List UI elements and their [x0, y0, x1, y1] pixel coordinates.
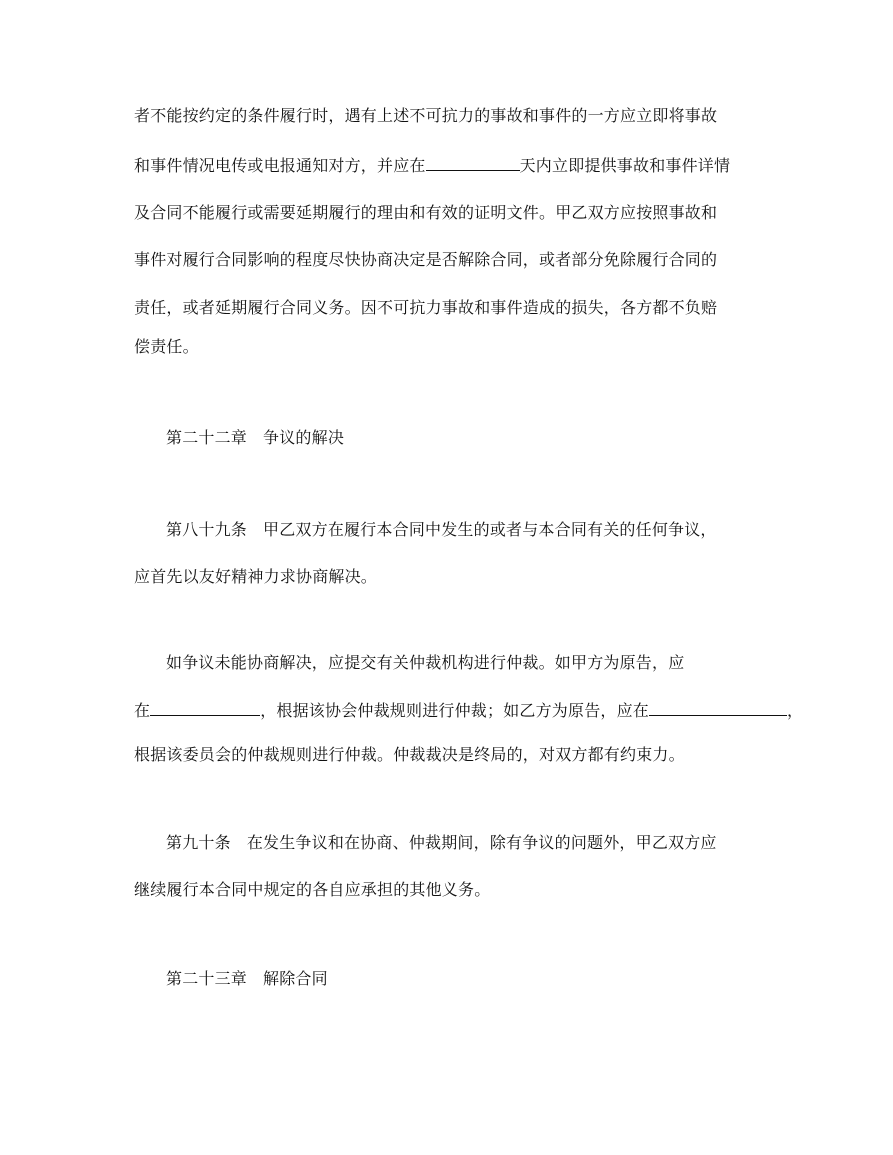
para1-line-2-text-a: 和事件情况电传或电报通知对方，并应在	[134, 156, 426, 175]
fill-in-blank-party-b-arbitration	[649, 700, 787, 716]
chapter-23-heading	[166, 969, 328, 989]
para1-line-2	[134, 155, 730, 176]
article-89-number: 第八十九条	[166, 520, 248, 539]
para1-line-4: 事件对履行合同影响的程度尽快协商决定是否解除合同，或者部分免除履行合同的	[134, 250, 718, 269]
para1-line-3: 及合同不能履行或需要延期履行的理由和有效的证明文件。甲乙双方应按照事故和	[134, 203, 718, 222]
article-90-line-1	[166, 833, 717, 853]
chapter-23-number: 第二十三章	[166, 969, 248, 988]
arbitration-line-2-text-b: ，根据该协会仲裁规则进行仲裁；如乙方为原告，应在	[260, 701, 650, 720]
article-89-line-2: 应首先以友好精神力求协商解决。	[134, 567, 378, 586]
para1-line-2-text-b: 天内立即提供事故和事件详情	[519, 156, 731, 175]
fill-in-blank-party-a-arbitration	[150, 700, 260, 716]
chapter-22-title: 争议的解决	[263, 428, 345, 447]
article-89-text-1: 甲乙双方在履行本合同中发生的或者与本合同有关的任何争议，	[263, 520, 717, 539]
arbitration-line-3: 根据该委员会的仲裁规则进行仲裁。仲裁裁决是终局的，对双方都有约束力。	[134, 745, 685, 764]
arbitration-line-2-text-a: 在	[134, 701, 151, 720]
para1-line-6: 偿责任。	[134, 337, 199, 356]
article-90-text-1: 在发生争议和在协商、仲裁期间，除有争议的问题外，甲乙双方应	[246, 833, 717, 852]
article-90-line-2: 继续履行本合同中规定的各自应承担的其他义务。	[134, 880, 491, 899]
chapter-23-title: 解除合同	[263, 969, 328, 988]
arbitration-line-1: 如争议未能协商解决，应提交有关仲裁机构进行仲裁。如甲方为原告，应	[166, 653, 685, 672]
article-89-line-1	[166, 520, 717, 540]
para1-line-5: 责任，或者延期履行合同义务。因不可抗力事故和事件造成的损失，各方都不负赔	[134, 298, 718, 317]
fill-in-blank-days	[426, 155, 520, 171]
chapter-22-number: 第二十二章	[166, 428, 248, 447]
chapter-22-heading	[166, 428, 344, 448]
arbitration-line-2-text-c: ，	[787, 701, 804, 720]
para1-line-1: 者不能按约定的条件履行时，遇有上述不可抗力的事故和事件的一方应立即将事故	[134, 106, 718, 125]
arbitration-line-2	[134, 700, 803, 721]
article-90-number: 第九十条	[166, 833, 231, 852]
